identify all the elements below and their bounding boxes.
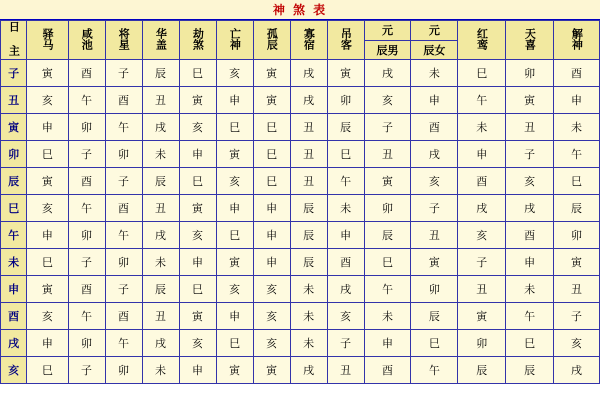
cell: 丑 — [290, 141, 327, 168]
row-label: 未 — [1, 249, 27, 276]
column-header-jiangxing-label: 将星 — [117, 27, 131, 50]
cell: 卯 — [458, 330, 506, 357]
cell: 巳 — [27, 357, 68, 384]
column-header-jiangxing — [105, 21, 142, 60]
cell: 巳 — [179, 168, 216, 195]
cell: 卯 — [364, 195, 411, 222]
row-label-header — [1, 21, 27, 60]
cell: 巳 — [27, 141, 68, 168]
cell: 戌 — [364, 60, 411, 87]
table-row — [1, 276, 600, 303]
cell: 巳 — [554, 168, 600, 195]
row-label: 子 — [1, 60, 27, 87]
cell: 申 — [27, 222, 68, 249]
cell: 辰 — [142, 276, 179, 303]
cell: 辰 — [506, 357, 554, 384]
cell: 亥 — [253, 276, 290, 303]
column-header-guchen — [253, 21, 290, 60]
cell: 寅 — [458, 303, 506, 330]
table-row — [1, 303, 600, 330]
cell: 寅 — [179, 195, 216, 222]
cell: 辰 — [142, 60, 179, 87]
cell: 寅 — [27, 276, 68, 303]
column-header-jieshen-label: 解神 — [570, 27, 584, 50]
cell: 辰 — [364, 222, 411, 249]
cell: 辰 — [142, 168, 179, 195]
cell: 未 — [458, 114, 506, 141]
cell: 戌 — [411, 141, 458, 168]
cell: 丑 — [142, 195, 179, 222]
cell: 巳 — [411, 330, 458, 357]
cell: 申 — [411, 87, 458, 114]
cell: 申 — [554, 87, 600, 114]
cell: 戌 — [506, 195, 554, 222]
cell: 戌 — [290, 60, 327, 87]
column-header-xianchi — [68, 21, 105, 60]
column-header-jiesha — [179, 21, 216, 60]
row-label: 戌 — [1, 330, 27, 357]
cell: 卯 — [68, 330, 105, 357]
cell: 酉 — [68, 60, 105, 87]
shensha-table — [0, 20, 600, 384]
cell: 申 — [253, 195, 290, 222]
cell: 午 — [458, 87, 506, 114]
cell: 午 — [105, 330, 142, 357]
cell: 巳 — [253, 168, 290, 195]
cell: 巳 — [327, 141, 364, 168]
cell: 未 — [290, 303, 327, 330]
cell: 子 — [68, 249, 105, 276]
cell: 卯 — [327, 87, 364, 114]
cell: 子 — [105, 168, 142, 195]
cell: 未 — [411, 60, 458, 87]
cell: 未 — [290, 330, 327, 357]
cell: 亥 — [179, 330, 216, 357]
column-subheader-yuan-yin-text: 辰女 — [423, 43, 446, 57]
cell: 申 — [458, 141, 506, 168]
cell: 寅 — [179, 303, 216, 330]
cell: 亥 — [364, 87, 411, 114]
cell: 寅 — [27, 60, 68, 87]
cell: 亥 — [411, 168, 458, 195]
row-label: 申 — [1, 276, 27, 303]
cell: 子 — [105, 276, 142, 303]
cell: 酉 — [68, 168, 105, 195]
cell: 寅 — [216, 357, 253, 384]
cell: 未 — [327, 195, 364, 222]
cell: 辰 — [290, 249, 327, 276]
cell: 亥 — [554, 330, 600, 357]
cell: 申 — [27, 114, 68, 141]
cell: 丑 — [142, 87, 179, 114]
cell: 亥 — [216, 276, 253, 303]
column-header-hongluan — [458, 21, 506, 60]
cell: 巳 — [179, 60, 216, 87]
row-label: 辰 — [1, 168, 27, 195]
cell: 巳 — [179, 276, 216, 303]
table-row — [1, 141, 600, 168]
cell: 亥 — [27, 195, 68, 222]
cell: 午 — [68, 303, 105, 330]
cell: 未 — [142, 357, 179, 384]
column-header-jieshen — [554, 21, 600, 60]
cell: 戌 — [290, 357, 327, 384]
cell: 戌 — [554, 357, 600, 384]
cell: 寅 — [327, 60, 364, 87]
cell: 午 — [364, 276, 411, 303]
cell: 辰 — [327, 114, 364, 141]
cell: 申 — [327, 222, 364, 249]
column-header-jiesha-label: 劫煞 — [191, 27, 205, 50]
column-header-tianxi-label: 天喜 — [523, 27, 537, 50]
cell: 申 — [216, 303, 253, 330]
cell: 寅 — [364, 168, 411, 195]
cell: 辰 — [290, 222, 327, 249]
cell: 午 — [327, 168, 364, 195]
cell: 辰 — [411, 303, 458, 330]
table-row — [1, 195, 600, 222]
cell: 戌 — [327, 276, 364, 303]
cell: 申 — [179, 357, 216, 384]
column-header-diaoke-label: 吊客 — [339, 27, 353, 50]
table-row — [1, 87, 600, 114]
cell: 子 — [327, 330, 364, 357]
cell: 巳 — [216, 222, 253, 249]
cell: 酉 — [105, 303, 142, 330]
cell: 寅 — [411, 249, 458, 276]
cell: 卯 — [68, 114, 105, 141]
cell: 戌 — [458, 195, 506, 222]
cell: 酉 — [327, 249, 364, 276]
row-label-header-text: 日 主 — [7, 21, 21, 56]
cell: 丑 — [411, 222, 458, 249]
cell: 戌 — [290, 87, 327, 114]
cell: 未 — [142, 141, 179, 168]
cell: 巳 — [216, 114, 253, 141]
cell: 丑 — [142, 303, 179, 330]
cell: 丑 — [364, 141, 411, 168]
cell: 未 — [142, 249, 179, 276]
cell: 卯 — [554, 222, 600, 249]
column-header-hongluan-label: 红鸾 — [475, 27, 489, 50]
column-header-huagai — [142, 21, 179, 60]
row-label: 寅 — [1, 114, 27, 141]
cell: 卯 — [506, 60, 554, 87]
cell: 卯 — [105, 141, 142, 168]
cell: 亥 — [458, 222, 506, 249]
cell: 卯 — [411, 276, 458, 303]
cell: 巳 — [27, 249, 68, 276]
cell: 申 — [364, 330, 411, 357]
cell: 申 — [179, 141, 216, 168]
row-label: 午 — [1, 222, 27, 249]
cell: 丑 — [458, 276, 506, 303]
cell: 申 — [253, 222, 290, 249]
cell: 亥 — [253, 330, 290, 357]
cell: 巳 — [364, 249, 411, 276]
cell: 酉 — [68, 276, 105, 303]
column-subheader-yuan-yin — [411, 40, 458, 60]
cell: 申 — [216, 87, 253, 114]
table-row — [1, 330, 600, 357]
cell: 午 — [105, 222, 142, 249]
cell: 辰 — [458, 357, 506, 384]
cell: 亥 — [27, 303, 68, 330]
table-row — [1, 249, 600, 276]
cell: 子 — [554, 303, 600, 330]
cell: 子 — [68, 141, 105, 168]
cell: 子 — [411, 195, 458, 222]
group-header-row — [1, 21, 600, 41]
column-group-yuan-yin: 元 — [411, 21, 458, 41]
row-label: 亥 — [1, 357, 27, 384]
cell: 午 — [411, 357, 458, 384]
cell: 亥 — [27, 87, 68, 114]
cell: 申 — [506, 249, 554, 276]
column-header-tianxi — [506, 21, 554, 60]
column-header-wangshen-label: 亡神 — [228, 27, 242, 50]
cell: 申 — [253, 249, 290, 276]
row-label: 酉 — [1, 303, 27, 330]
cell: 申 — [216, 195, 253, 222]
row-label: 卯 — [1, 141, 27, 168]
cell: 子 — [364, 114, 411, 141]
cell: 寅 — [179, 87, 216, 114]
cell: 戌 — [142, 114, 179, 141]
cell: 卯 — [68, 222, 105, 249]
cell: 酉 — [506, 222, 554, 249]
cell: 申 — [27, 330, 68, 357]
cell: 午 — [506, 303, 554, 330]
cell: 亥 — [179, 222, 216, 249]
cell: 寅 — [506, 87, 554, 114]
cell: 子 — [506, 141, 554, 168]
cell: 巳 — [253, 114, 290, 141]
cell: 酉 — [105, 87, 142, 114]
cell: 丑 — [290, 168, 327, 195]
cell: 午 — [68, 87, 105, 114]
table-row — [1, 114, 600, 141]
column-header-guasu-label: 寡宿 — [302, 27, 316, 50]
table-row — [1, 357, 600, 384]
column-header-guchen-label: 孤辰 — [265, 27, 279, 50]
column-header-wangshen — [216, 21, 253, 60]
cell: 巳 — [458, 60, 506, 87]
cell: 子 — [105, 60, 142, 87]
cell: 丑 — [290, 114, 327, 141]
cell: 巳 — [216, 330, 253, 357]
cell: 寅 — [253, 357, 290, 384]
cell: 寅 — [216, 249, 253, 276]
cell: 寅 — [253, 87, 290, 114]
cell: 亥 — [216, 168, 253, 195]
cell: 亥 — [253, 303, 290, 330]
cell: 午 — [554, 141, 600, 168]
cell: 戌 — [142, 222, 179, 249]
column-header-guasu — [290, 21, 327, 60]
cell: 丑 — [506, 114, 554, 141]
table-row — [1, 60, 600, 87]
cell: 子 — [458, 249, 506, 276]
cell: 寅 — [216, 141, 253, 168]
table-row — [1, 222, 600, 249]
column-header-yima-label: 驿马 — [41, 27, 55, 50]
cell: 亥 — [506, 168, 554, 195]
column-header-diaoke — [327, 21, 364, 60]
cell: 酉 — [554, 60, 600, 87]
cell: 亥 — [179, 114, 216, 141]
cell: 酉 — [364, 357, 411, 384]
cell: 未 — [364, 303, 411, 330]
cell: 卯 — [105, 249, 142, 276]
page-title: 神 煞 表 — [272, 3, 328, 17]
row-label: 丑 — [1, 87, 27, 114]
column-header-yima — [27, 21, 68, 60]
cell: 丑 — [327, 357, 364, 384]
row-label: 巳 — [1, 195, 27, 222]
cell: 酉 — [105, 195, 142, 222]
cell: 亥 — [327, 303, 364, 330]
cell: 辰 — [290, 195, 327, 222]
cell: 未 — [554, 114, 600, 141]
cell: 戌 — [142, 330, 179, 357]
column-subheader-yuan-yang — [364, 40, 411, 60]
title-bar — [0, 0, 600, 20]
cell: 寅 — [253, 60, 290, 87]
column-header-huagai-label: 华盖 — [154, 27, 168, 50]
cell: 午 — [68, 195, 105, 222]
cell: 酉 — [458, 168, 506, 195]
cell: 子 — [68, 357, 105, 384]
cell: 亥 — [216, 60, 253, 87]
cell: 巳 — [506, 330, 554, 357]
cell: 申 — [179, 249, 216, 276]
column-group-yuan-yang: 元 — [364, 21, 411, 41]
cell: 巳 — [253, 141, 290, 168]
table-row — [1, 168, 600, 195]
cell: 丑 — [554, 276, 600, 303]
cell: 午 — [105, 114, 142, 141]
cell: 卯 — [105, 357, 142, 384]
cell: 寅 — [27, 168, 68, 195]
column-header-xianchi-label: 咸池 — [80, 27, 94, 50]
cell: 未 — [290, 276, 327, 303]
cell: 辰 — [554, 195, 600, 222]
cell: 未 — [506, 276, 554, 303]
cell: 酉 — [411, 114, 458, 141]
column-subheader-yuan-yang-text: 辰男 — [376, 43, 399, 57]
cell: 寅 — [554, 249, 600, 276]
